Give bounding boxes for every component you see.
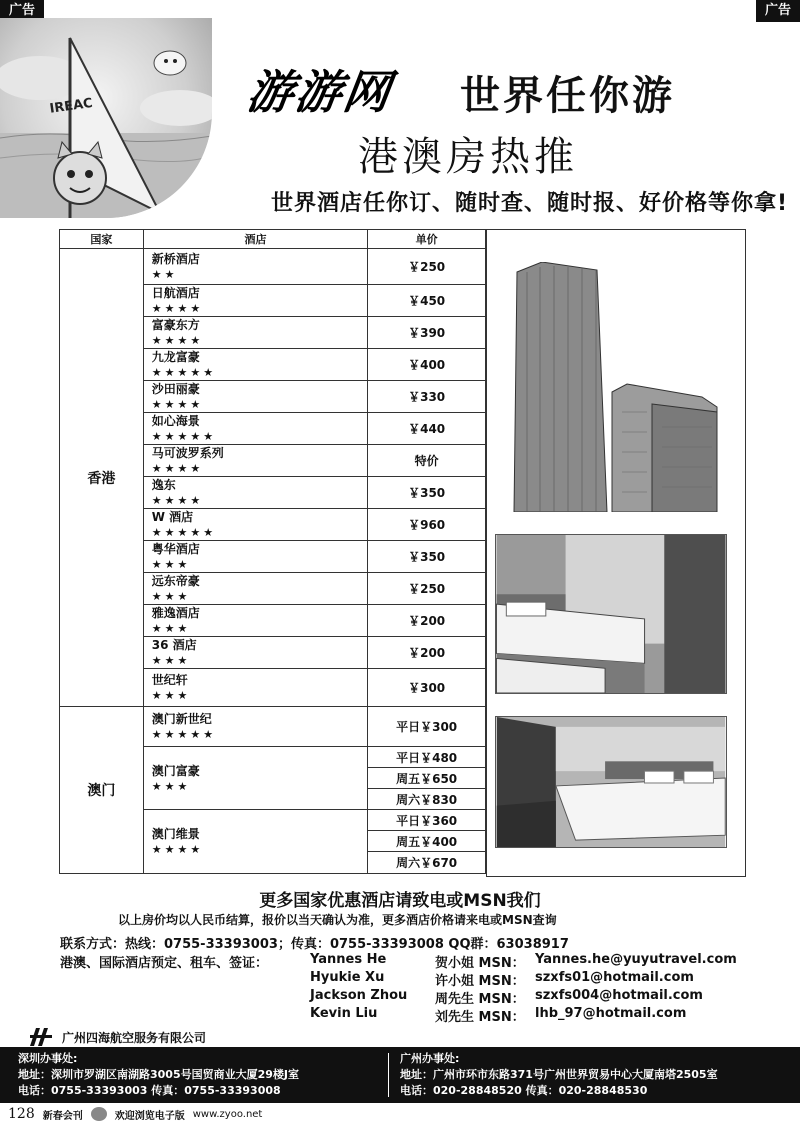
rep-cname: 周先生 MSN： bbox=[435, 992, 525, 1007]
hotel-price: ￥400 bbox=[368, 349, 486, 381]
hotel-stars: ★★★★ bbox=[151, 494, 204, 507]
page-number: 128 bbox=[8, 1106, 35, 1122]
header-price: 单价 bbox=[368, 230, 486, 249]
more-hotels-callout: 更多国家优惠酒店请致电或MSN我们 bbox=[259, 891, 541, 911]
hotel-stars: ★★★★★ bbox=[151, 526, 217, 539]
rep-ename: Kevin Liu bbox=[310, 1006, 378, 1021]
rep-ename: Yannes He bbox=[310, 952, 387, 967]
guangzhou-office bbox=[400, 1051, 718, 1099]
hotel-cell bbox=[143, 541, 367, 573]
headline: 世界酒店任你订、随时查、随时报、好价格等你拿! bbox=[270, 191, 788, 216]
rep-ename: Jackson Zhou bbox=[310, 988, 408, 1003]
company-block bbox=[30, 1028, 206, 1046]
hotel-name: 雅逸酒店 bbox=[151, 606, 200, 620]
hotel-room-photo-1 bbox=[495, 534, 727, 694]
pricing-note: 以上房价均以人民币结算，报价以当天确认为准，更多酒店价格请来电或MSN查询 bbox=[118, 913, 557, 927]
hotel-cell bbox=[143, 637, 367, 669]
hotel-stars: ★★★ bbox=[151, 654, 191, 667]
rep-ename: Hyukie Xu bbox=[310, 970, 385, 985]
hotel-name: 九龙富豪 bbox=[151, 350, 200, 364]
guangzhou-office-title: 广州办事处: bbox=[400, 1052, 460, 1065]
office-divider bbox=[388, 1053, 389, 1097]
rep-cname: 许小姐 MSN： bbox=[435, 974, 525, 989]
hotel-name: 日航酒店 bbox=[151, 286, 200, 300]
rep-msn: lhb_97@hotmail.com bbox=[535, 1006, 687, 1021]
hotel-cell bbox=[143, 413, 367, 445]
hotel-price: 周六￥670 bbox=[368, 852, 486, 874]
hotel-name: W 酒店 bbox=[151, 510, 194, 524]
hotel-name: 澳门富豪 bbox=[151, 763, 200, 778]
ad-tag-left: 广告 bbox=[0, 0, 44, 22]
guangzhou-office-phone: 电话：020-28848520 传真：020-28848530 bbox=[400, 1084, 648, 1097]
hotel-price: ￥440 bbox=[368, 413, 486, 445]
hotel-stars: ★★★★★ bbox=[151, 366, 217, 379]
header-hotel: 酒店 bbox=[143, 230, 367, 249]
hotel-price: ￥200 bbox=[368, 637, 486, 669]
footer-url[interactable]: www.zyoo.net bbox=[192, 1108, 263, 1120]
hotel-cell bbox=[143, 249, 367, 285]
hotel-name: 新桥酒店 bbox=[151, 252, 200, 266]
hotel-cell bbox=[143, 477, 367, 509]
hotel-cell bbox=[143, 445, 367, 477]
hotel-name: 世纪轩 bbox=[151, 673, 188, 687]
hotel-price: 特价 bbox=[368, 445, 486, 477]
hotel-price: ￥200 bbox=[368, 605, 486, 637]
hotel-cell bbox=[143, 669, 367, 707]
shenzhen-office-phone: 电话：0755-33393003 传真：0755-33393008 bbox=[18, 1084, 281, 1097]
rep-msn: Yannes.he@yuyutravel.com bbox=[535, 952, 737, 967]
hotel-cell bbox=[143, 317, 367, 349]
hotel-price: ￥350 bbox=[368, 477, 486, 509]
hotel-cell bbox=[143, 605, 367, 637]
hotel-cell bbox=[143, 573, 367, 605]
hotel-price: 周六￥830 bbox=[368, 789, 486, 810]
slogan: 世界任你游 bbox=[460, 73, 675, 119]
rep-row bbox=[60, 952, 737, 971]
table-row bbox=[60, 707, 486, 747]
page-footer bbox=[8, 1106, 262, 1122]
hotel-price-table bbox=[59, 229, 486, 874]
hotel-stars: ★★★ bbox=[151, 590, 191, 603]
hotel-cell bbox=[143, 381, 367, 413]
hotel-name: 沙田丽豪 bbox=[151, 382, 200, 396]
hotel-cell bbox=[143, 285, 367, 317]
hotel-name: 逸东 bbox=[151, 478, 176, 492]
country-hongkong: 香港 bbox=[60, 249, 144, 707]
hotel-price: ￥390 bbox=[368, 317, 486, 349]
subtitle: 港澳房热推 bbox=[358, 134, 578, 180]
hotel-cell bbox=[143, 349, 367, 381]
hotel-name: 马可波罗系列 bbox=[151, 446, 224, 460]
hotel-price: ￥300 bbox=[368, 669, 486, 707]
hotel-cell bbox=[143, 747, 367, 810]
rep-msn: szxfs01@hotmail.com bbox=[535, 970, 694, 985]
country-macau: 澳门 bbox=[60, 707, 144, 874]
rep-cname: 刘先生 MSN： bbox=[435, 1010, 525, 1025]
hotel-price: 平日￥360 bbox=[368, 810, 486, 831]
hotel-stars: ★★★★★ bbox=[151, 430, 217, 443]
hotel-cell bbox=[143, 509, 367, 541]
hotel-cell bbox=[143, 707, 367, 747]
hotel-stars: ★★★★ bbox=[151, 302, 204, 315]
brand-logo-text: 游游网 bbox=[243, 65, 396, 119]
hotel-room-photo-2 bbox=[495, 716, 727, 848]
hotel-stars: ★★★ bbox=[151, 779, 191, 793]
contact-line: 联系方式：热线：0755-33393003；传真：0755-33393008 QQ群：63038917 bbox=[60, 937, 569, 952]
services-label: 港澳、国际酒店预定、租车、签证： bbox=[60, 956, 269, 971]
sail-text: IREAC bbox=[48, 95, 94, 117]
hotel-price: ￥250 bbox=[368, 573, 486, 605]
hotel-cell bbox=[143, 810, 367, 874]
hotel-stars: ★★★ bbox=[151, 689, 191, 702]
hotel-price: ￥960 bbox=[368, 509, 486, 541]
office-band bbox=[0, 1047, 800, 1103]
hotel-name: 如心海景 bbox=[151, 414, 200, 428]
hotel-price: 周五￥650 bbox=[368, 768, 486, 789]
shenzhen-office-address: 地址：深圳市罗湖区南湖路3005号国贸商业大厦29楼J室 bbox=[18, 1068, 300, 1081]
magazine-logo-icon bbox=[91, 1107, 107, 1121]
hotel-price: 周五￥400 bbox=[368, 831, 486, 852]
hotel-stars: ★★★ bbox=[151, 558, 191, 571]
hotel-stars: ★★★ bbox=[151, 622, 191, 635]
hotel-stars: ★★★★ bbox=[151, 334, 204, 347]
ad-tag-right: 广告 bbox=[756, 0, 800, 22]
hotel-price: ￥350 bbox=[368, 541, 486, 573]
footer-text: 欢迎浏览电子版 bbox=[114, 1110, 185, 1122]
hotel-name: 粤华酒店 bbox=[151, 542, 200, 556]
hotel-price: ￥450 bbox=[368, 285, 486, 317]
rep-msn: szxfs004@hotmail.com bbox=[535, 988, 703, 1003]
table-row bbox=[60, 249, 486, 285]
hotel-name: 远东帝豪 bbox=[151, 574, 200, 588]
hotel-stars: ★★ bbox=[151, 268, 178, 281]
hotel-name: 富豪东方 bbox=[151, 318, 200, 332]
issue-name: 新春会刊 bbox=[42, 1110, 83, 1122]
hotel-stars: ★★★★ bbox=[151, 843, 204, 856]
company-name: 广州四海航空服务有限公司 bbox=[62, 1030, 207, 1045]
hotel-name: 36 酒店 bbox=[151, 638, 197, 652]
table-header-row bbox=[60, 230, 486, 249]
header-country: 国家 bbox=[60, 230, 144, 249]
hotel-price: 平日￥480 bbox=[368, 747, 486, 768]
hotel-name: 澳门维景 bbox=[151, 827, 200, 841]
hotel-towers-photo bbox=[512, 262, 722, 512]
guangzhou-office-address: 地址：广州市环市东路371号广州世界贸易中心大厦南塔2505室 bbox=[400, 1068, 718, 1081]
rep-cname: 贺小姐 MSN： bbox=[435, 956, 525, 971]
hotel-price: ￥330 bbox=[368, 381, 486, 413]
hotel-stars: ★★★★★ bbox=[151, 728, 217, 741]
hotel-price: ￥250 bbox=[368, 249, 486, 285]
hotel-stars: ★★★★ bbox=[151, 462, 204, 475]
hotel-price: 平日￥300 bbox=[368, 707, 486, 747]
shenzhen-office bbox=[18, 1051, 299, 1099]
hotel-stars: ★★★★ bbox=[151, 398, 204, 411]
hotel-name: 澳门新世纪 bbox=[151, 712, 212, 726]
shenzhen-office-title: 深圳办事处: bbox=[18, 1052, 78, 1065]
company-logo-icon bbox=[30, 1028, 52, 1046]
